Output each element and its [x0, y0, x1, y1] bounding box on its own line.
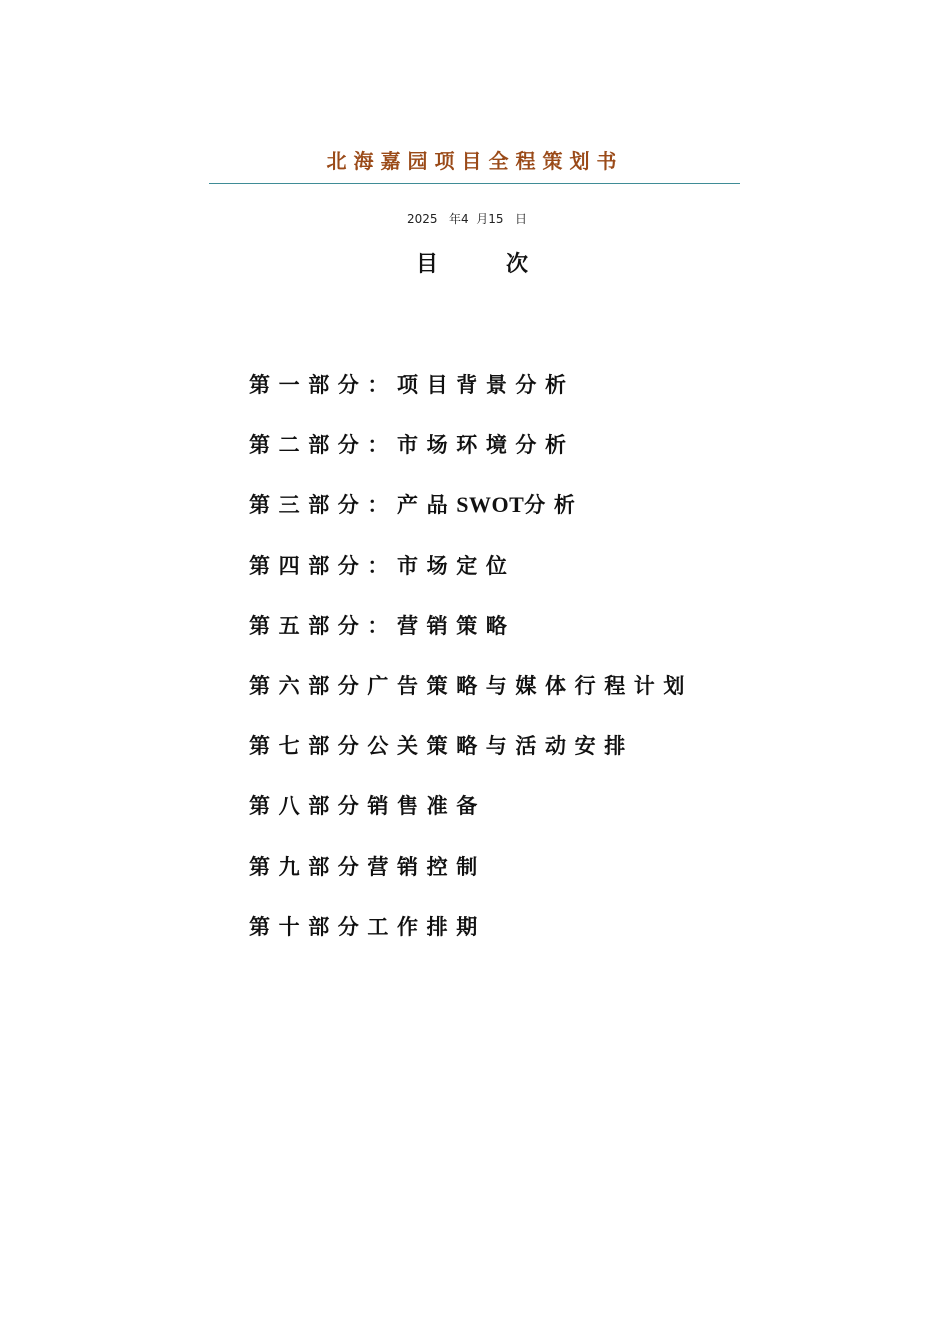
toc-heading [0, 250, 950, 280]
toc-item-title: 市场定位 [397, 553, 516, 578]
document-date: 2025 年4 月15 日 [407, 212, 527, 226]
toc-part-label: 第八部分 [249, 794, 368, 819]
toc-item-part-5[interactable] [249, 607, 693, 667]
toc-item-title: 市场环境分析 [397, 433, 575, 458]
toc-item-part-6[interactable] [249, 667, 693, 727]
toc-separator: ： [367, 493, 398, 518]
toc-item-part-2[interactable] [249, 426, 693, 486]
toc-item-title: 工作排期 [367, 914, 486, 939]
toc-item-part-1[interactable] [249, 366, 693, 426]
toc-part-label: 第一部分 [249, 373, 368, 397]
toc-item-part-10[interactable] [249, 908, 693, 968]
toc-separator: ： [367, 373, 398, 397]
toc-item-title-suffix: 分析 [524, 493, 584, 518]
toc-item-title-latin: SWOT [456, 492, 525, 518]
toc-item-title: 营销策略 [397, 613, 516, 638]
toc-part-label: 第四部分 [249, 553, 368, 578]
toc-item-title-prefix: 产品 [397, 493, 457, 518]
toc-item-part-9[interactable] [249, 848, 693, 908]
table-of-contents [249, 366, 693, 968]
toc-item-part-4[interactable] [249, 547, 693, 607]
toc-item-title: 项目背景分析 [397, 373, 575, 397]
toc-part-label: 第七部分 [249, 734, 368, 759]
toc-separator: ： [367, 613, 398, 638]
toc-part-label: 第六部分 [249, 673, 368, 698]
document-title: 北海嘉园项目全程策划书 [326, 149, 624, 173]
toc-part-label: 第三部分 [249, 493, 368, 518]
toc-item-part-7[interactable] [249, 727, 693, 787]
toc-item-title: 销售准备 [367, 794, 486, 819]
toc-item-title: 营销控制 [367, 854, 486, 879]
toc-separator: ： [367, 553, 398, 578]
toc-separator: ： [367, 433, 398, 458]
toc-item-part-8[interactable] [249, 787, 693, 847]
toc-item-title: 公关策略与活动安排 [367, 734, 634, 759]
toc-part-label: 第五部分 [249, 613, 368, 638]
toc-heading-char-2: 次 [506, 252, 529, 277]
toc-heading-char-1: 目 [416, 252, 439, 277]
title-divider [209, 183, 740, 184]
toc-part-label: 第十部分 [249, 914, 368, 939]
toc-item-part-3[interactable] [249, 486, 693, 546]
toc-part-label: 第九部分 [249, 854, 368, 879]
toc-part-label: 第二部分 [249, 433, 368, 458]
toc-item-title: 广告策略与媒体行程计划 [367, 673, 694, 698]
